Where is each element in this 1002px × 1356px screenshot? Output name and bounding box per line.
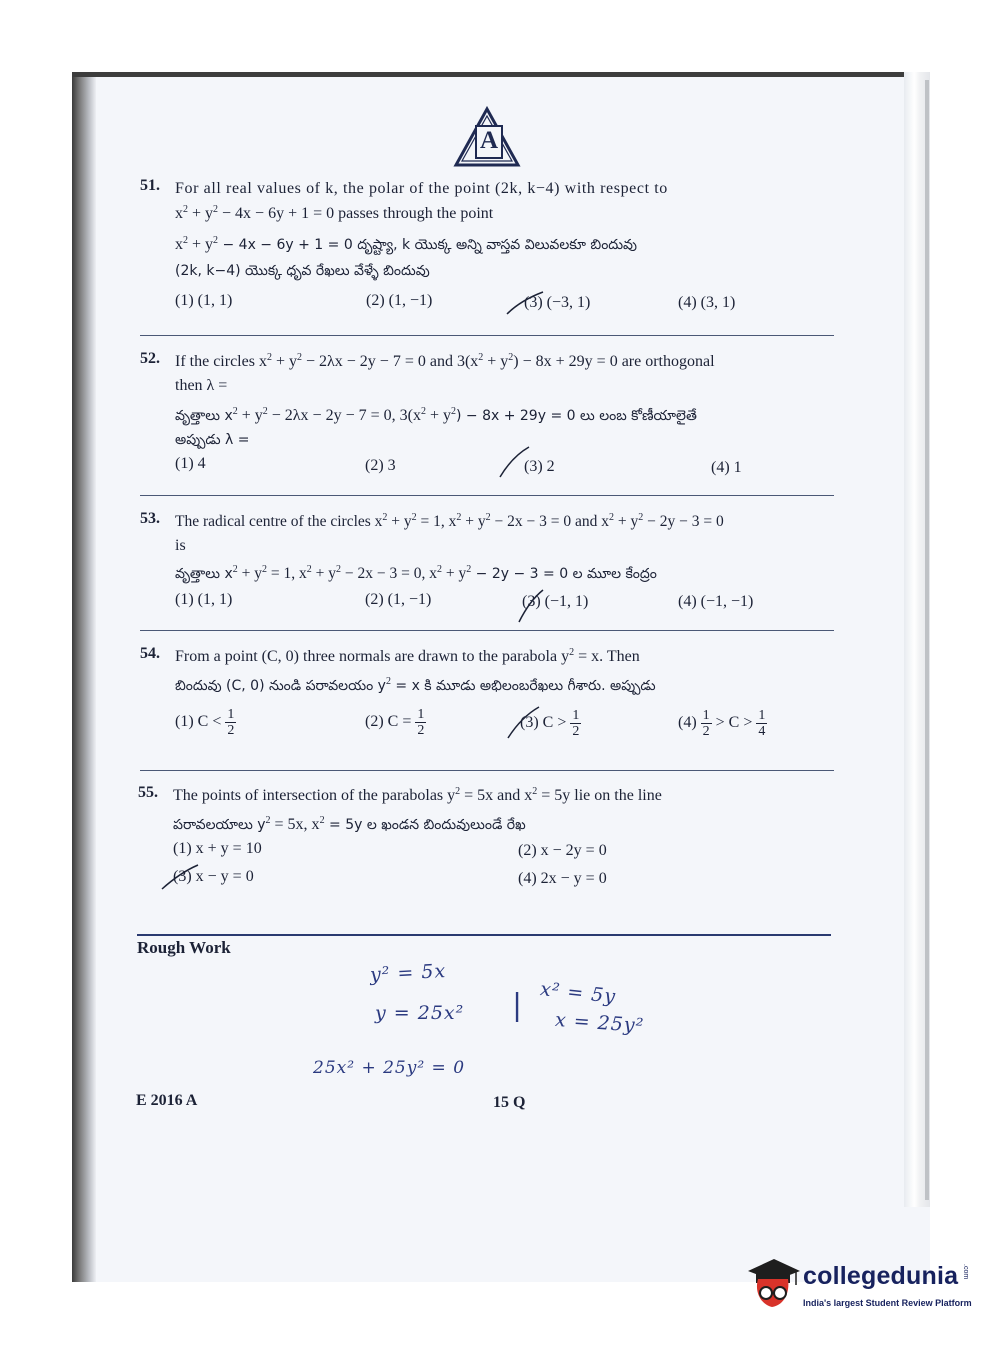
pen-tick-mark-icon bbox=[515, 588, 545, 624]
question-text-en: is bbox=[175, 537, 186, 554]
question-text-te: వృత్తాలు $x^2 + y^2 = 1$, $x^2 + y^2 - 2x - 3 = 0$, $x^2 + y^2 - 2y - 3 = 0$ ల మూల కేంద్రం bbox=[175, 564, 657, 582]
option-1[interactable]: (1) (1, 1) bbox=[175, 292, 233, 309]
brand-suffix: .com bbox=[962, 1264, 969, 1280]
pen-tick-mark-icon bbox=[497, 445, 533, 481]
handwritten-note: 25x² + 25y² = 0 bbox=[313, 1058, 466, 1078]
option-4[interactable]: (4) $\frac{1}{2}$ > C > $\frac{1}{4}$ bbox=[678, 708, 766, 739]
question-text-en: The radical centre of the circles $x^2 + y^2 = 1$, $x^2 + y^2 - 2x - 3 = 0$ and $x^2 + y^2 - 2y - 3 = 0$ bbox=[175, 512, 724, 530]
brand-name: collegedunia bbox=[803, 1262, 959, 1290]
question-text-en: then λ = bbox=[175, 377, 228, 394]
question-text-te: అప్పుడు λ = bbox=[175, 432, 250, 448]
handwritten-note: x = 25y² bbox=[554, 1008, 645, 1038]
pen-tick-mark-icon bbox=[160, 862, 200, 892]
question-text-te: పరావలయాలు $y^2 = 5x$, $x^2 = 5y$ ల ఖండన బిందువులుండే రేఖ bbox=[173, 815, 526, 833]
paper-code: E 2016 A bbox=[136, 1092, 198, 1109]
question-text-en: $x^2 + y^2 - 4x - 6y + 1 = 0$ passes through the point bbox=[175, 204, 494, 222]
question-number: 51. bbox=[140, 177, 160, 194]
option-2[interactable]: (2) (1, −1) bbox=[365, 591, 432, 608]
page-number: 15 Q bbox=[493, 1094, 526, 1111]
option-1[interactable]: (1) 4 bbox=[175, 455, 206, 472]
option-3[interactable]: (3) (−1, 1) bbox=[522, 593, 589, 610]
question-text-te: $x^2 + y^2 - 4x - 6y + 1 = 0$ దృష్ట్యా, k యొక్క అన్ని వాస్తవ విలువలకూ బిందువు bbox=[175, 235, 638, 253]
handwritten-note: y² = 5x bbox=[369, 960, 447, 986]
option-4[interactable]: (4) (−1, −1) bbox=[678, 593, 754, 610]
handwritten-note: | bbox=[512, 988, 524, 1023]
option-4[interactable]: (4) 1 bbox=[711, 459, 742, 476]
brand-tagline: India's largest Student Review Platform bbox=[803, 1298, 972, 1308]
option-3[interactable]: (3) 2 bbox=[524, 458, 555, 475]
option-1[interactable]: (1) C < $\frac{1}{2}$ bbox=[175, 707, 235, 738]
page-shadow-left bbox=[72, 72, 96, 1282]
pen-tick-mark-icon bbox=[505, 705, 541, 741]
rough-work-divider bbox=[137, 934, 831, 936]
question-divider bbox=[140, 335, 834, 336]
option-2[interactable]: (2) x − 2y = 0 bbox=[518, 842, 607, 859]
handwritten-note: x² = 5y bbox=[539, 978, 618, 1008]
question-text-te: వృత్తాలు $x^2 + y^2 - 2\lambda x - 2y - 7 = 0$, $3(x^2 + y^2) - 8x + 29y = 0$ లు లంబ కోణీయాలైతే bbox=[175, 406, 697, 424]
question-text-en: From a point (C, 0) three normals are drawn to the parabola $y^2 = x$. Then bbox=[175, 647, 640, 665]
question-number: 53. bbox=[140, 510, 160, 527]
question-number: 52. bbox=[140, 350, 160, 367]
option-3[interactable]: (3) C > $\frac{1}{2}$ bbox=[520, 708, 580, 739]
booklet-series-letter: A bbox=[475, 125, 503, 159]
question-divider bbox=[140, 630, 834, 631]
question-text-en: For all real values of k, the polar of the point (2k, k−4) with respect to bbox=[175, 180, 668, 197]
option-2[interactable]: (2) 3 bbox=[365, 457, 396, 474]
handwritten-note: y = 25x² bbox=[375, 1002, 465, 1024]
pen-tick-mark-icon bbox=[505, 290, 545, 318]
option-1[interactable]: (1) (1, 1) bbox=[175, 591, 233, 608]
option-2[interactable]: (2) C = $\frac{1}{2}$ bbox=[365, 707, 425, 738]
question-text-te: (2k, k−4) యొక్క ధృవ రేఖలు వేళ్ళే బిందువు bbox=[175, 263, 430, 279]
question-divider bbox=[140, 770, 834, 771]
page-shadow-top bbox=[72, 72, 930, 77]
question-number: 54. bbox=[140, 645, 160, 662]
option-3[interactable]: (3) (−3, 1) bbox=[524, 294, 591, 311]
option-2[interactable]: (2) (1, −1) bbox=[366, 292, 433, 309]
collegedunia-logo-icon bbox=[744, 1253, 800, 1309]
rough-work-title: Rough Work bbox=[137, 938, 231, 957]
option-4[interactable]: (4) (3, 1) bbox=[678, 294, 736, 311]
option-3[interactable]: (3) x − y = 0 bbox=[173, 868, 254, 885]
question-divider bbox=[140, 495, 834, 496]
page-edge-line bbox=[925, 80, 929, 1200]
question-text-te: బిందువు (C, 0) నుండి పరావలయం $y^2 = x$ కి మూడు అభిలంబరేఖలు గీశారు. అప్పుడు bbox=[175, 676, 656, 694]
question-text-en: The points of intersection of the parabolas $y^2 = 5x$ and $x^2 = 5y$ lie on the line bbox=[173, 786, 662, 804]
option-1[interactable]: (1) x + y = 10 bbox=[173, 840, 262, 857]
question-text-en: If the circles $x^2 + y^2 - 2\lambda x - 2y - 7 = 0$ and $3(x^2 + y^2) - 8x + 29y = 0$ are orthogonal bbox=[175, 352, 715, 370]
option-4[interactable]: (4) 2x − y = 0 bbox=[518, 870, 607, 887]
question-number: 55. bbox=[138, 784, 158, 801]
